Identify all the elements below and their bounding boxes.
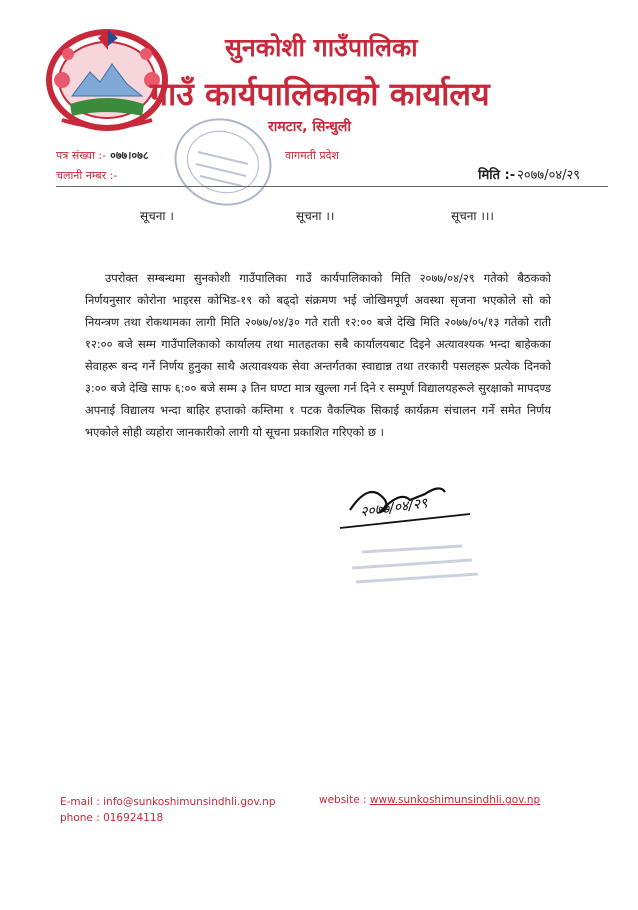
notice-heading-2: सूचना ।। bbox=[296, 209, 335, 223]
reference-value: ०७७।०७८ bbox=[110, 149, 149, 162]
footer-email: E-mail : info@sunkoshimunsindhli.gov.np bbox=[60, 796, 276, 808]
letter-date bbox=[478, 165, 580, 183]
official-title-stamp-icon bbox=[342, 538, 492, 590]
notice-paragraph: उपरोक्त सम्बन्धमा सुनकोशी गाउँपालिका गाउँ कार्यपालिकाको मिति २०७७/०४/२९ गतेको बैठकको निर्णयनुसार कोरोना भाइरस कोभिड-१९ को बढ्दो संक्रमण भई जोखिमपूर्ण अवस्था सृजना भएकोले सो को नियन्त्रण तथा रोकथामका लागी मिति २०७७/०४/३० गते राती १२:०० बजे देखि मिति २०७७/०५/१३ गतेको राती १२:०० बजे सम्म गाउँपालिकाको कार्यालय तथा मातहतका सबै कार्यालयबाट दिइने अत्यावश्यक भन्दा बाहेकका सेवाहरू बन्द गर्ने निर्णय हुनुका साथै अत्यावश्यक सेवा अन्तर्गतका स्वाद्यान्न तथा तरकारी पसलहरू प्रत्येक दिनको ३:०० बजे देखि साफ ६:०० बजे सम्म ३ तिन घण्टा मात्र खुल्ला गर्न दिने र सम्पूर्ण विद्यालयहरूले सुरक्षाको मापदण्ड अपनाई विद्यालय भन्दा बाहिर हप्ताको कम्तिमा १ पटक वैकल्पिक सिकाई कार्यक्रम संचालन गर्ने समेत निर्णय भएकोले सोही व्यहोरा जानकारीको लागी यो सूचना प्रकाशित गरिएको छ । bbox=[85, 271, 551, 439]
date-value: २०७७/०४/२९ bbox=[517, 168, 580, 183]
office-address: रामटार, सिन्धुली bbox=[268, 119, 352, 135]
footer-contact bbox=[60, 794, 276, 826]
province-name: वागमती प्रदेश bbox=[285, 149, 339, 162]
footer-website bbox=[319, 794, 540, 806]
dispatch-number: चलानी नम्बर :- bbox=[56, 169, 118, 182]
office-name: गाउँ कार्यपालिकाको कार्यालय bbox=[150, 75, 490, 113]
reference-number bbox=[56, 148, 149, 163]
signature-date: २०७७/०४/२९ bbox=[359, 495, 429, 521]
municipality-name: सुनकोशी गाउँपालिका bbox=[225, 33, 418, 62]
footer-phone: phone : 016924118 bbox=[60, 812, 164, 824]
date-label: मिति :- bbox=[478, 168, 516, 183]
website-link[interactable]: www.sunkoshimunsindhli.gov.np bbox=[369, 794, 541, 806]
reference-label: पत्र संख्या :- bbox=[56, 149, 107, 162]
notice-body bbox=[85, 267, 551, 443]
notice-heading-1: सूचना । bbox=[140, 209, 174, 223]
header-divider bbox=[56, 186, 608, 187]
office-stamp-icon bbox=[168, 112, 278, 212]
notice-heading-3: सूचना ।।। bbox=[451, 209, 494, 223]
website-label: website : bbox=[319, 794, 370, 806]
